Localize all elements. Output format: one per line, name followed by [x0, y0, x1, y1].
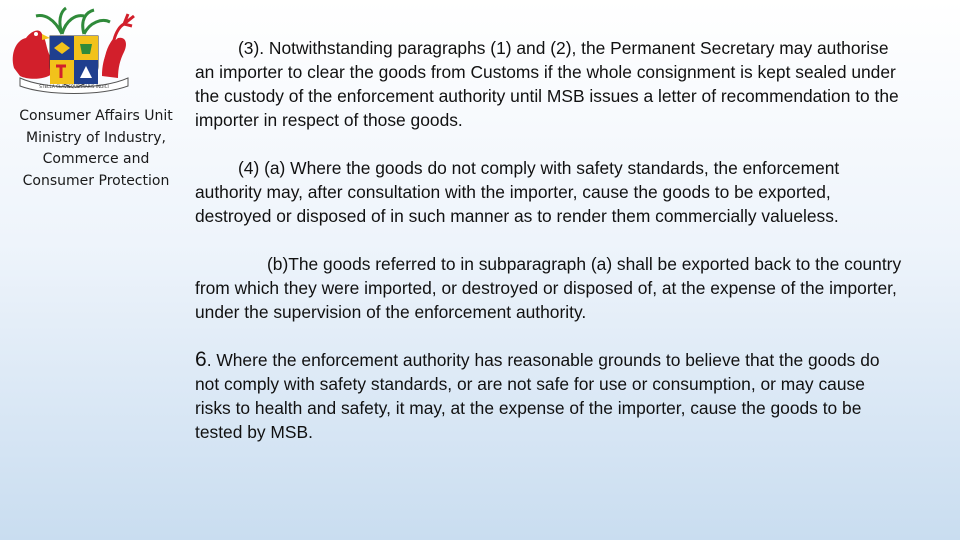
document-body: [195, 36, 905, 444]
section-6: [195, 348, 905, 444]
paragraph-4a: [195, 156, 905, 228]
org-line-4: Consumer Protection: [22, 172, 170, 189]
paragraph-4a-lead: (4) (a) Where the goods do not comply with safety standards, the: [238, 158, 738, 178]
section-6-text: . Where the enforcement authority has reasonable grounds to believe that the goods do not comply with safety standards, or are not safe for use or consumption, or may cause risks to health and safety, it may, at the expense of the importer, cause the goods to be tested by MSB.: [195, 350, 880, 442]
paragraph-3: (3). Notwithstanding paragraphs (1) and (2), the Permanent Secretary may authorise an importer to clear the goods from Customs if the whole consignment is kept sealed under the custody of the enforcement authority until MSB issues a letter of recommendation to the importer in respect of those goods.: [195, 38, 899, 130]
paragraph-4a-rest: enforcement authority may, after consultation with the importer, cause the goods to be exported, destroyed or disposed of in such manner as to render them commercially valueless.: [195, 158, 840, 226]
paragraph-4b: (b)The goods referred to in subparagraph (a) shall be exported back to the country from which they were imported, or destroyed or disposed of, at the expense of the importer, under the supervision of the enforcement authority.: [195, 254, 902, 322]
organization-name: [8, 106, 184, 192]
org-line-2: Ministry of Industry,: [26, 129, 166, 146]
emblem-motto: STELLA CLAVISQUE MARIS INDICI: [39, 84, 109, 89]
sidebar: [0, 0, 190, 540]
org-line-1: Consumer Affairs Unit: [19, 108, 173, 124]
coat-of-arms-icon: [6, 4, 142, 100]
section-6-number: 6: [195, 348, 207, 371]
org-line-3: Commerce and: [42, 151, 150, 167]
